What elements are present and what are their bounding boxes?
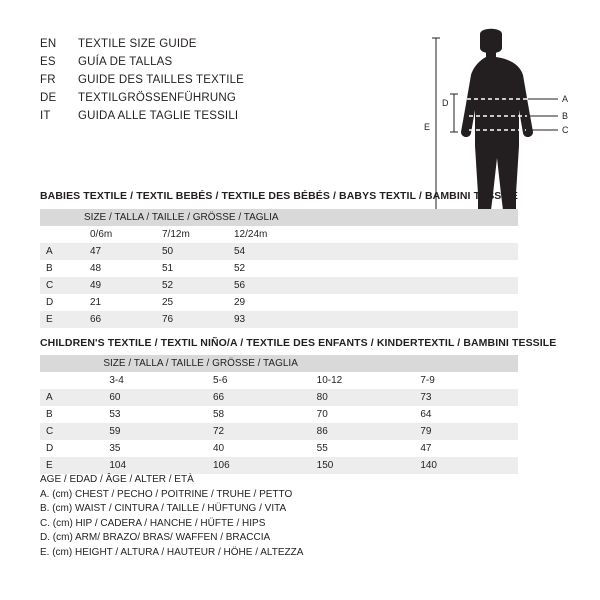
measure-cell: 86 xyxy=(311,423,415,440)
language-code: ES xyxy=(40,56,56,68)
language-title: GUIDA ALLE TAGLIE TESSILI xyxy=(78,110,239,122)
size-header-cell xyxy=(40,355,103,372)
language-title: GUIDE DES TAILLES TEXTILE xyxy=(78,74,245,86)
measure-cell: 80 xyxy=(311,389,415,406)
row-label: D xyxy=(40,294,84,311)
table-row xyxy=(40,277,518,294)
measure-cell: 140 xyxy=(414,457,518,474)
measure-cell: 51 xyxy=(156,260,228,277)
size-header-cell xyxy=(40,209,84,226)
legend-line: B. (cm) WAIST / CINTURA / TAILLE / HÜFTUNG / VITA xyxy=(40,503,287,514)
measure-cell: 79 xyxy=(414,423,518,440)
measure-cell: 58 xyxy=(207,406,311,423)
babies-table-caption: BABIES TEXTILE / TEXTIL BEBÉS / TEXTILE DES BÉBÉS / BABYS TEXTIL / BAMBINI TESSILE xyxy=(40,190,519,202)
language-code: DE xyxy=(40,92,57,104)
language-row xyxy=(40,92,340,110)
table-row xyxy=(40,311,518,328)
measure-cell: 59 xyxy=(103,423,207,440)
measure-cell-empty xyxy=(300,277,518,294)
children-size-table xyxy=(40,355,518,474)
row-label: A xyxy=(40,389,103,406)
measure-cell: 60 xyxy=(103,389,207,406)
table-row xyxy=(40,260,518,277)
measure-cell: 76 xyxy=(156,311,228,328)
measure-cell-empty xyxy=(300,311,518,328)
row-label: C xyxy=(40,423,103,440)
measure-cell: 21 xyxy=(84,294,156,311)
language-title-block xyxy=(40,38,340,128)
measure-cell: 73 xyxy=(414,389,518,406)
row-label: A xyxy=(40,243,84,260)
measure-cell: 104 xyxy=(103,457,207,474)
arm-dimension xyxy=(450,94,458,132)
measure-cell: 49 xyxy=(84,277,156,294)
measure-cell: 66 xyxy=(207,389,311,406)
babies-size-table xyxy=(40,209,518,328)
language-title: GUÍA DE TALLAS xyxy=(78,56,173,68)
size-cell: 3-4 xyxy=(103,372,207,389)
measure-cell: 93 xyxy=(228,311,300,328)
size-cell-empty xyxy=(300,226,518,243)
row-label: E xyxy=(40,457,103,474)
language-code: FR xyxy=(40,74,56,86)
children-table-caption: CHILDREN'S TEXTILE / TEXTIL NIÑO/A / TEXTILE DES ENFANTS / KINDERTEXTIL / BAMBINI TESSILE xyxy=(40,337,557,349)
measure-cell: 72 xyxy=(207,423,311,440)
table-row xyxy=(40,226,518,243)
table-row xyxy=(40,389,518,406)
language-code: EN xyxy=(40,38,57,50)
measure-cell-empty xyxy=(300,294,518,311)
language-row xyxy=(40,110,340,128)
table-row xyxy=(40,406,518,423)
language-row xyxy=(40,56,340,74)
legend-line: A. (cm) CHEST / PECHO / POITRINE / TRUHE / PETTO xyxy=(40,488,293,500)
size-cell: 5-6 xyxy=(207,372,311,389)
label-d: D xyxy=(442,98,449,108)
measure-cell: 64 xyxy=(414,406,518,423)
table-row xyxy=(40,457,518,474)
measure-cell: 66 xyxy=(84,311,156,328)
language-row xyxy=(40,38,340,56)
language-title: TEXTILGRÖSSENFÜHRUNG xyxy=(78,92,236,104)
measure-cell: 47 xyxy=(414,440,518,457)
size-cell: 12/24m xyxy=(228,226,300,243)
measure-cell: 56 xyxy=(228,277,300,294)
measure-cell: 48 xyxy=(84,260,156,277)
measure-cell: 50 xyxy=(156,243,228,260)
measure-cell: 106 xyxy=(207,457,311,474)
row-label: B xyxy=(40,406,103,423)
legend-line: AGE / EDAD / ÂGE / ALTER / ETÀ xyxy=(40,474,194,485)
row-label: C xyxy=(40,277,84,294)
measure-cell: 54 xyxy=(228,243,300,260)
table-row xyxy=(40,355,518,372)
legend-line: E. (cm) HEIGHT / ALTURA / HAUTEUR / HÖHE / ALTEZZA xyxy=(40,546,304,558)
measure-cell: 52 xyxy=(228,260,300,277)
size-cell: 7/12m xyxy=(156,226,228,243)
language-code: IT xyxy=(40,110,51,122)
size-header-label: SIZE / TALLA / TAILLE / GRÖSSE / TAGLIA xyxy=(84,209,518,226)
table-row xyxy=(40,372,518,389)
table-row xyxy=(40,294,518,311)
measure-cell: 47 xyxy=(84,243,156,260)
table-row xyxy=(40,209,518,226)
size-cell: 0/6m xyxy=(84,226,156,243)
measure-cell: 25 xyxy=(156,294,228,311)
label-a: A xyxy=(562,94,569,104)
corner-cell xyxy=(40,372,103,389)
label-b: B xyxy=(562,111,569,121)
row-label: E xyxy=(40,311,84,328)
label-c: C xyxy=(562,125,569,135)
row-label: B xyxy=(40,260,84,277)
measure-cell: 35 xyxy=(103,440,207,457)
corner-cell xyxy=(40,226,84,243)
measure-cell: 70 xyxy=(311,406,415,423)
row-label: D xyxy=(40,440,103,457)
measure-cell: 52 xyxy=(156,277,228,294)
measure-cell: 150 xyxy=(311,457,415,474)
measurement-legend xyxy=(40,473,303,560)
table-row xyxy=(40,423,518,440)
label-e: E xyxy=(424,122,431,132)
legend-line: D. (cm) ARM/ BRAZO/ BRAS/ WAFFEN / BRACCIA xyxy=(40,532,271,543)
measure-cell: 29 xyxy=(228,294,300,311)
size-cell: 10-12 xyxy=(311,372,415,389)
language-row xyxy=(40,74,340,92)
measure-cell: 53 xyxy=(103,406,207,423)
size-header-label: SIZE / TALLA / TAILLE / GRÖSSE / TAGLIA xyxy=(103,355,518,372)
table-row xyxy=(40,243,518,260)
measure-cell: 40 xyxy=(207,440,311,457)
language-title: TEXTILE SIZE GUIDE xyxy=(78,38,197,50)
table-row xyxy=(40,440,518,457)
legend-line: C. (cm) HIP / CADERA / HANCHE / HÜFTE / HIPS xyxy=(40,517,266,529)
size-cell: 7-9 xyxy=(414,372,518,389)
measure-cell-empty xyxy=(300,260,518,277)
measure-cell-empty xyxy=(300,243,518,260)
measure-cell: 55 xyxy=(311,440,415,457)
